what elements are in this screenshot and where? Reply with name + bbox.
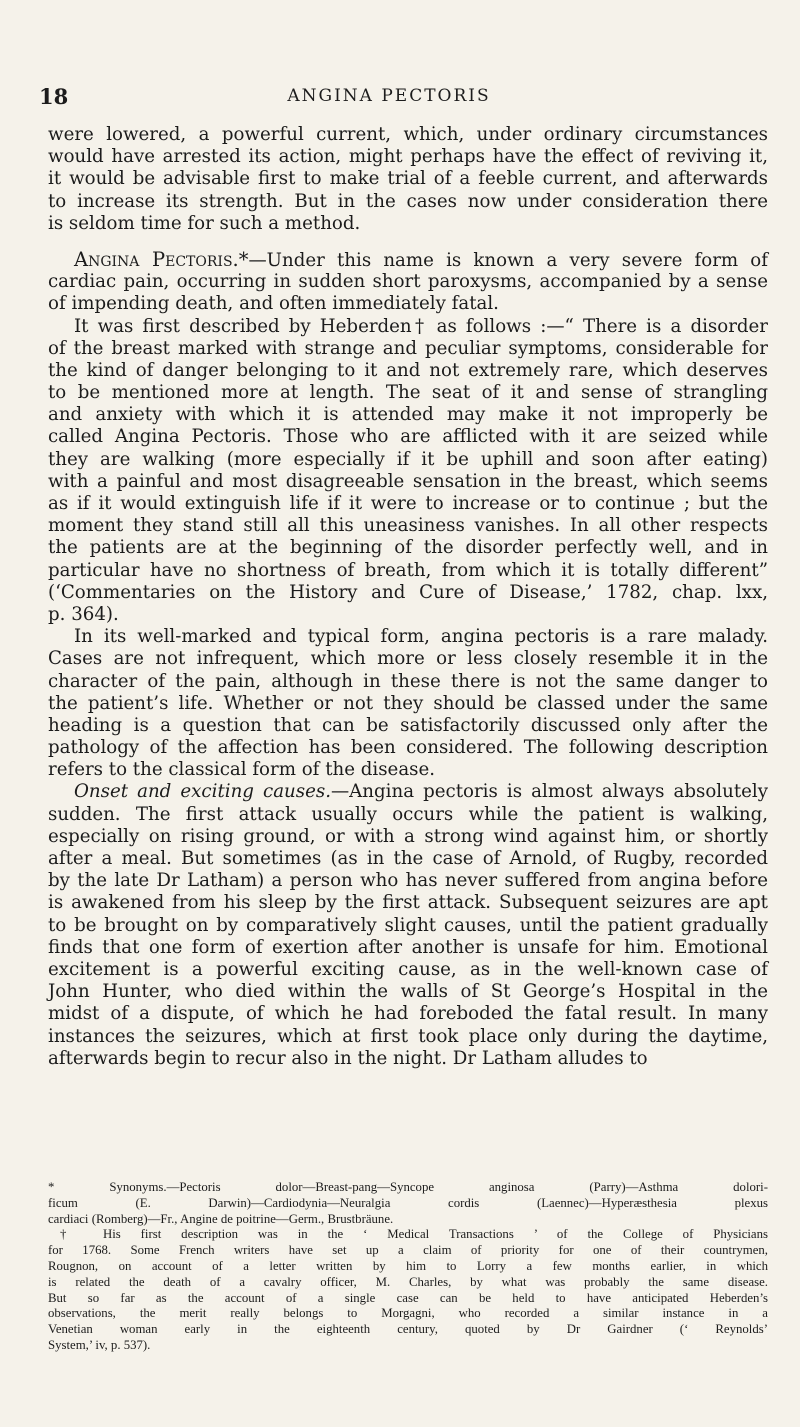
- footnote-line: System,’ iv, p. 537).: [48, 1337, 151, 1352]
- text-line: and anxiety with which it is attended may make it not improperly be: [48, 404, 768, 426]
- text-line: Cases are not infrequent, which more or less closely resemble it in the: [48, 648, 768, 670]
- text-line: is seldom time for such a method.: [48, 212, 361, 234]
- text-line: finds that one form of exertion after another is unsafe for him. Emotional: [48, 936, 768, 958]
- section-heading: Angina Pectoris.*: [74, 247, 249, 271]
- text-line: the kind of danger belonging to it and not extremely rare, which deserves: [48, 359, 768, 381]
- text-line: of the breast marked with strange and peculiar symptoms, considerable for: [48, 337, 768, 359]
- text-run: —Angina pectoris is almost always absolutely: [330, 781, 768, 803]
- text-line: p. 364).: [48, 603, 119, 625]
- text-line: heading is a question that can be satisfactorily discussed only after the: [48, 714, 768, 736]
- footnote-line: is related the death of a cavalry officer, M. Charles, by what was probably the same disease.: [48, 1274, 768, 1289]
- text-line: it would be advisable first to make trial of a feeble current, and afterwards: [48, 168, 768, 190]
- footnote-line: observations, the merit really belongs to Morgagni, who recorded a similar instance in a: [48, 1306, 768, 1321]
- footnote-line: ficum (E. Darwin)—Cardiodynia—Neuralgia cordis (Laennec)—Hyperæsthesia plexus: [48, 1195, 768, 1210]
- text-line: In its well-marked and typical form, angina pectoris is a rare malady.: [74, 626, 768, 648]
- text-line: sudden. The first attack usually occurs while the patient is walking,: [48, 803, 768, 825]
- text-line: called Angina Pectoris. Those who are afflicted with it are seized while: [48, 426, 768, 448]
- footnote-line: * Synonyms.—Pectoris dolor—Breast-pang—Syncope anginosa (Parry)—Asthma dolori-: [48, 1180, 768, 1194]
- page-number: 18: [39, 84, 69, 109]
- running-title: ANGINA PECTORIS: [287, 86, 491, 106]
- text-line: to be mentioned more at length. The seat of it and sense of strangling: [48, 382, 768, 404]
- text-line: of impending death, and often immediately fatal.: [48, 293, 499, 315]
- text-line: moment they stand still all this uneasiness vanishes. In all other respects: [48, 515, 768, 537]
- text-line: to increase its strength. But in the cases now under consideration there: [48, 190, 768, 212]
- text-line: [48, 249, 768, 271]
- text-line: [48, 781, 768, 803]
- text-line: character of the pain, although in these there is not the same danger to: [48, 670, 768, 692]
- text-line: after a meal. But sometimes (as in the case of Arnold, of Rugby, recorded: [48, 848, 768, 869]
- text-line: especially on rising ground, or with a strong wind against him, or shortly: [48, 825, 768, 847]
- text-line: would have arrested its action, might perhaps have the effect of reviving it,: [48, 146, 768, 168]
- running-head: [39, 84, 739, 110]
- text-line: the patients are at the beginning of the disorder perfectly well, and in: [48, 537, 768, 559]
- text-line: with a painful and most disagreeable sensation in the breast, which seems: [48, 470, 768, 492]
- text-line: John Hunter, who died within the walls of St George’s Hospital in the: [48, 981, 768, 1003]
- footnote-line: cardiaci (Romberg)—Fr., Angine de poitrine—Germ., Brustbräune.: [48, 1211, 394, 1226]
- subsection-heading: Onset and exciting causes.: [74, 781, 331, 803]
- text-line: It was first described by Heberden† as follows :—“ There is a disorder: [74, 315, 768, 337]
- text-line: midst of a dispute, of which he had foreboded the fatal result. In many: [48, 1003, 768, 1025]
- footnote-line: † His first description was in the ‘ Medical Transactions ’ of the College of Physicians: [60, 1227, 768, 1242]
- text-line: (‘Commentaries on the History and Cure of Disease,’ 1782, chap. lxx,: [48, 581, 768, 603]
- text-line: cardiac pain, occurring in sudden short paroxysms, accompanied by a sense: [48, 271, 768, 293]
- text-line: is awakened from his sleep by the first attack. Subsequent seizures are apt: [48, 892, 768, 914]
- text-line: excitement is a powerful exciting cause, as in the well-known case of: [48, 958, 768, 980]
- text-line: the patient’s life. Whether or not they should be classed under the same: [48, 692, 768, 714]
- footnote-line: But so far as the account of a single case can be held to have anticipated Heberden’s: [48, 1290, 768, 1305]
- text-line: instances the seizures, which at first took place only during the daytime,: [48, 1025, 768, 1047]
- footnotes: [48, 1180, 768, 1354]
- text-line: particular have no shortness of breath, from which it is totally different”: [48, 559, 768, 581]
- text-line: they are walking (more especially if it be uphill and soon after eating): [48, 448, 768, 470]
- text-line: to be brought on by comparatively slight causes, until the patient gradually: [48, 914, 768, 936]
- footnote-line: for 1768. Some French writers have set up a claim of priority for one of their countrymen,: [48, 1243, 768, 1258]
- text-line: pathology of the affection has been considered. The following description: [48, 737, 768, 759]
- text-line: as if it would extinguish life if it were to increase or to continue ; but the: [48, 493, 768, 514]
- text-line: by the late Dr Latham) a person who has never suffered from angina before: [48, 870, 768, 892]
- body-text: [48, 124, 768, 1070]
- footnote-line: Rougnon, on account of a letter written by him to Lorry a few months earlier, in which: [48, 1258, 768, 1273]
- text-line: afterwards begin to recur also in the night. Dr Latham alludes to: [48, 1047, 648, 1069]
- text-run: —Under this name is known a very severe form of: [248, 249, 768, 271]
- text-line: refers to the classical form of the disease.: [48, 759, 436, 781]
- text-line: were lowered, a powerful current, which, under ordinary circumstances: [48, 124, 768, 145]
- footnote-line: Venetian woman early in the eighteenth century, quoted by Dr Gairdner (‘ Reynolds’: [48, 1322, 768, 1337]
